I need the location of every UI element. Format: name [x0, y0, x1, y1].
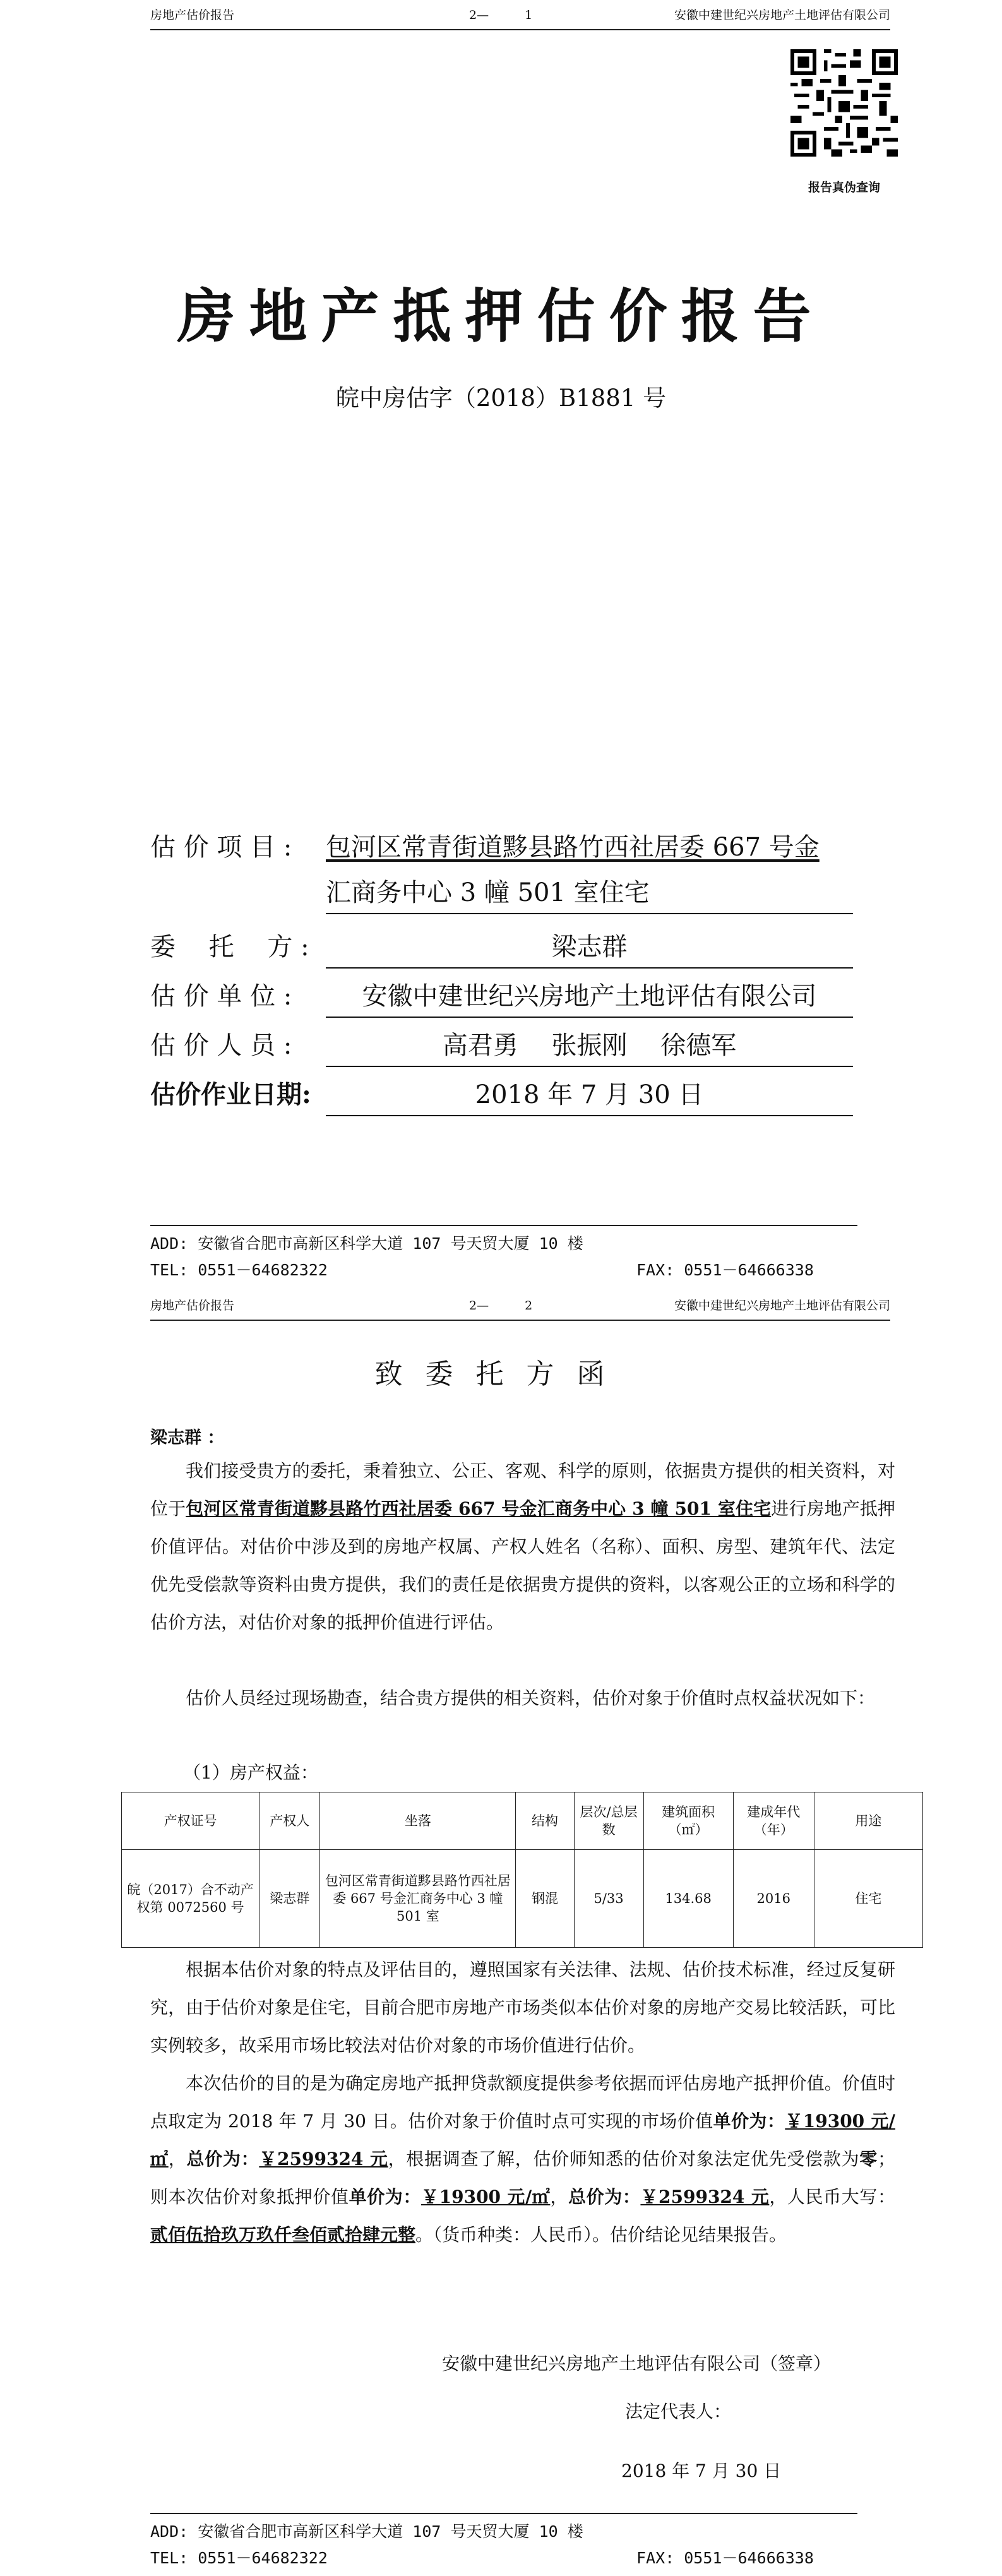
table-cell: 梁志群: [259, 1850, 320, 1948]
total-price-label: 总价为：: [186, 2149, 259, 2169]
header-left: 房地产估价报告: [150, 1299, 235, 1313]
priority-claim-value: 零: [859, 2149, 878, 2169]
conclusion-text: ，根据调查了解，估价师知悉的估价对象法定优先受偿款为: [388, 2149, 860, 2169]
mortgage-total-price: ￥2599324 元: [640, 2186, 770, 2207]
table-caption: （1）房产权益：: [183, 1762, 318, 1783]
intro-text: 我们接受贵方的委托，秉着独立、公正、客观、科学的原则，依据贵方提供的相关资料，对位于: [150, 1460, 895, 1519]
table-cell: 5/33: [574, 1850, 643, 1948]
field-project-label: 估 价 项 目 :: [150, 833, 292, 862]
letter-addressee: 梁志群 ：: [150, 1428, 225, 1448]
field-project-value-line2: 汇商务中心 3 幢 501 室住宅: [326, 873, 853, 914]
field-firm-label: 估 价 单 位 :: [150, 982, 292, 1011]
table-cell: 134.68: [643, 1850, 733, 1948]
field-date-value: 2018 年 7 月 30 日: [326, 1075, 853, 1116]
property-rights-table: [121, 1792, 923, 1948]
paragraph-conclusion: [150, 2065, 895, 2254]
table-header-cell: 结构: [516, 1792, 574, 1850]
conclusion-text: ，: [550, 2186, 569, 2207]
intro-text-cont: 进行房地产抵押价值评估。对估价中涉及到的房地产权属、产权人姓名（名称）、面积、房型、建筑年代、法定优先受偿款等资料由贵方提供，我们的责任是依据贵方提供的资料，以客观公正的立场和科学的估价方法，对估价对象的抵押价值进行评估。: [150, 1498, 895, 1633]
field-project-value-line1: 包河区常青街道黟县路竹西社居委 667 号金: [326, 833, 820, 862]
table-cell: 皖（2017）合不动产权第 0072560 号: [122, 1850, 259, 1948]
table-cell: 钢混: [516, 1850, 574, 1948]
qr-code-icon[interactable]: [790, 49, 898, 157]
field-appraisers-value: 高君勇 张振刚 徐德军: [326, 1025, 853, 1067]
unit-price-label: 单价为：: [713, 2111, 785, 2132]
field-date: [150, 1075, 857, 1119]
header-page-number: 2— 1: [469, 8, 533, 22]
conclusion-text: ，: [168, 2149, 187, 2169]
conclusion-text: ，人民币大写：: [769, 2186, 895, 2207]
field-appraisers-label: 估 价 人 员 :: [150, 1031, 292, 1060]
field-client: [150, 927, 857, 971]
footer-divider: [150, 2513, 857, 2514]
table-cell: 住宅: [814, 1850, 922, 1948]
header-right: 安徽中建世纪兴房地产土地评估有限公司: [674, 1299, 890, 1313]
header-page-number: 2— 2: [469, 1299, 533, 1313]
conclusion-text: 。（货币种类：人民币）。估价结论见结果报告。: [415, 2224, 787, 2245]
table-header-cell: 产权人: [259, 1792, 320, 1850]
signature-legal-rep: 法定代表人：: [625, 2401, 732, 2422]
letter-to-client-page: [0, 1294, 1002, 2576]
paragraph-inspection: 估价人员经过现场勘查，结合贵方提供的相关资料，估价对象于价值时点权益状况如下：: [186, 1688, 876, 1708]
signature-company: 安徽中建世纪兴房地产土地评估有限公司（签章）: [442, 2353, 832, 2374]
header-left: 房地产估价报告: [150, 8, 235, 22]
table-header-cell: 建成年代（年）: [733, 1792, 814, 1850]
table-header-cell: 用途: [814, 1792, 922, 1850]
field-firm-value: 安徽中建世纪兴房地产土地评估有限公司: [326, 976, 853, 1018]
field-client-value: 梁志群: [326, 927, 853, 969]
footer-divider: [150, 1225, 857, 1226]
header-right: 安徽中建世纪兴房地产土地评估有限公司: [674, 8, 890, 22]
field-appraisers: [150, 1025, 857, 1070]
table-row: [122, 1850, 923, 1948]
footer-address: ADD: 安徽省合肥市高新区科学大道 107 号天贸大厦 10 楼: [150, 2522, 583, 2541]
table-header-cell: 建筑面积（㎡）: [643, 1792, 733, 1850]
paragraph-intro: [150, 1452, 895, 1642]
conclusion-text: 本次估价的目的是为确定房地产抵押贷款额度提供参考依据而评估房地产抵押价值。价值时点取定为 2018 年 7 月 30 日。估价对象于价值时点可实现的市场价值: [150, 2073, 895, 2132]
mortgage-unit-price: ￥19300 元/㎡: [421, 2186, 551, 2207]
unit-price-label: 单价为：: [349, 2186, 422, 2207]
footer-fax: FAX: 0551－64666338: [636, 1261, 814, 1279]
amount-in-words: 贰佰伍拾玖万玖仟叁佰贰拾肆元整: [150, 2224, 416, 2245]
report-title: 房地产抵押估价报告: [177, 282, 825, 350]
paragraph-method: 根据本估价对象的特点及评估目的，遵照国家有关法律、法规、估价技术标准，经过反复研究，由于估价对象是住宅，目前合肥市房地产市场类似本估价对象的房地产交易比较活跃，可比实例较多，故采用市场比较法对估价对象的市场价值进行估价。: [150, 1959, 895, 2056]
table-cell: 2016: [733, 1850, 814, 1948]
market-total-price: ￥2599324 元: [259, 2149, 388, 2169]
report-number: 皖中房估字（2018）B1881 号: [335, 385, 667, 412]
table-header-row: [122, 1792, 923, 1850]
footer-address: ADD: 安徽省合肥市高新区科学大道 107 号天贸大厦 10 楼: [150, 1234, 583, 1253]
signature-date: 2018 年 7 月 30 日: [621, 2460, 782, 2481]
market-unit-price: ￥19300 元/㎡: [150, 2111, 896, 2169]
letter-title: 致委托方函: [374, 1358, 628, 1390]
page-header: [150, 1294, 890, 1321]
table-header-cell: 产权证号: [122, 1792, 259, 1850]
table-header-cell: 层次/总层数: [574, 1792, 643, 1850]
field-project: [150, 827, 857, 915]
page-header: [150, 4, 890, 30]
field-firm: [150, 976, 857, 1020]
field-date-label: 估价作业日期:: [150, 1080, 311, 1109]
footer-fax: FAX: 0551－64666338: [636, 2549, 814, 2567]
qr-caption: 报告真伪查询: [808, 181, 880, 194]
conclusion-text: ；则本次估价对象抵押价值: [150, 2149, 895, 2207]
footer-tel: TEL: 0551－64682322: [150, 1261, 328, 1279]
property-address: 包河区常青街道黟县路竹西社居委 667 号金汇商务中心 3 幢 501 室住宅: [186, 1498, 772, 1519]
field-client-label: 委 托 方 :: [150, 933, 309, 962]
footer-tel: TEL: 0551－64682322: [150, 2549, 328, 2567]
table-cell: 包河区常青街道黟县路竹西社居委 667 号金汇商务中心 3 幢 501 室: [320, 1850, 516, 1948]
total-price-label: 总价为：: [568, 2186, 641, 2207]
table-header-cell: 坐落: [320, 1792, 516, 1850]
